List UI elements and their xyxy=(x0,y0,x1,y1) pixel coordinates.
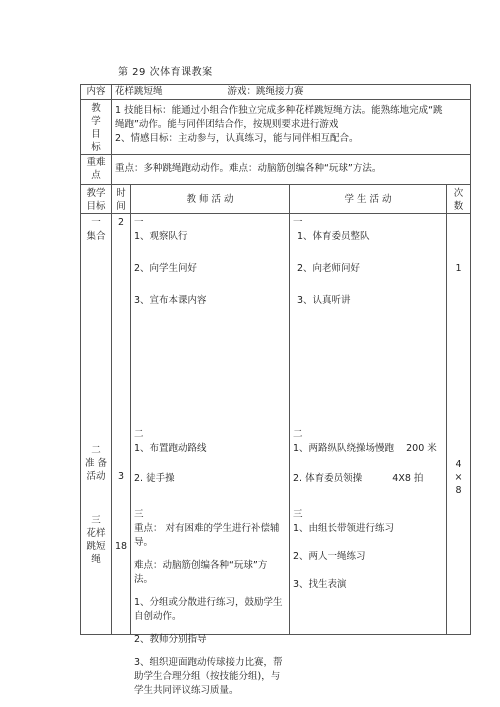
teacher-section xyxy=(134,216,285,308)
section-goal-line: 二 xyxy=(91,445,101,456)
goal-line: 2、情感目标：主动参与，认真练习，能与同伴相互配合。 xyxy=(115,133,359,144)
student-section xyxy=(293,216,444,308)
goals-label xyxy=(81,100,112,155)
section-time: 3 xyxy=(117,471,125,482)
student-activity: 3、找生表演 xyxy=(293,579,347,590)
teacher-activity: 3、宣布本课内容 xyxy=(134,295,207,306)
time-column-header-line: 时 xyxy=(116,188,126,199)
time-column xyxy=(112,214,131,635)
teacher-section xyxy=(134,428,285,486)
student-activity: 1、由组长带领进行练习 xyxy=(293,523,395,534)
count-column xyxy=(447,214,471,635)
goals-text xyxy=(112,100,471,155)
goals-label-char: 目 xyxy=(91,129,101,140)
student-activity: 2、向老师问好 xyxy=(297,263,361,274)
goal-column xyxy=(81,214,112,635)
content-row xyxy=(81,85,471,100)
section-goal-line: 一 xyxy=(91,217,101,228)
lesson-plan-table xyxy=(80,84,471,696)
section-count-line: 8 xyxy=(455,485,462,496)
activities-row xyxy=(81,214,471,635)
section-goal-line: 跳短 xyxy=(86,541,106,552)
student-activity: 1、两路纵队绕操场慢跑 200 米 xyxy=(293,443,437,454)
game-label: 游戏：跳绳接力赛 xyxy=(227,86,304,97)
section-goal xyxy=(81,216,111,244)
goals-row xyxy=(81,100,471,155)
key-points-text: 重点：多种跳绳跑动动作。难点：动脑筋创编各种“玩球”方法。 xyxy=(112,155,471,185)
teacher-activity: 1、分组或分散进行练习，鼓励学生自创动作。 xyxy=(134,597,283,622)
teacher-section xyxy=(134,508,285,698)
teacher-activity: 2、教师分别指导 xyxy=(134,634,207,645)
goal-column-header-line: 目标 xyxy=(86,201,106,212)
goals-label-char: 教 xyxy=(91,103,101,114)
teacher-activity: 难点：动脑筋创编各种“玩球”方法。 xyxy=(134,560,268,585)
section-count-line: 4 xyxy=(455,459,462,470)
count-column-header xyxy=(447,185,471,214)
key-points-label-line: 重难 xyxy=(86,157,106,168)
student-column xyxy=(290,214,447,635)
student-activity: 3、认真听讲 xyxy=(297,295,351,306)
section-goal-line: 三 xyxy=(91,515,101,526)
key-points-row xyxy=(81,155,471,185)
content-label: 内容 xyxy=(81,85,112,100)
section-time: 2 xyxy=(117,217,125,228)
teacher-activity: 重点： 对有困难的学生进行补偿辅导。 xyxy=(134,523,280,548)
student-column-header: 学 生 活 动 xyxy=(290,185,447,214)
teacher-activity: 2、向学生问好 xyxy=(134,263,198,274)
section-goal xyxy=(81,444,111,483)
content-cell xyxy=(112,85,471,100)
teacher-section-number: 三 xyxy=(134,509,144,520)
student-section xyxy=(293,508,444,592)
section-goal-line: 准 备 xyxy=(84,458,108,469)
teacher-activity: 3、组织迎面跑动传球接力比赛，帮助学生合理分组（按技能分组)，与学生共同评议练习质量。 xyxy=(134,657,283,696)
student-section-number: 二 xyxy=(293,429,303,440)
teacher-activity: 2. 徒手操 xyxy=(134,473,175,484)
count-column-header-line: 次 xyxy=(453,188,464,199)
section-count-line: × xyxy=(454,472,463,483)
section-goal-line: 活动 xyxy=(86,471,106,482)
column-header-row xyxy=(81,185,471,214)
goal-line: 绳跑”动作。能与同伴团结合作，按规则要求进行游戏 xyxy=(115,119,339,130)
count-column-header-line: 数 xyxy=(453,201,464,212)
goals-label-char: 标 xyxy=(91,142,101,153)
student-activity: 2、两人一绳练习 xyxy=(293,551,366,562)
time-column-header-line: 间 xyxy=(116,201,126,212)
section-time: 18 xyxy=(114,541,128,552)
goal-column-header xyxy=(81,185,112,214)
section-goal-line: 花样 xyxy=(86,528,106,539)
section-count: 1 xyxy=(455,263,462,274)
teacher-column-header: 教 师 活 动 xyxy=(131,185,290,214)
page-title: 第 29 次体育课教案 xyxy=(118,67,213,78)
section-goal-line: 绳 xyxy=(91,554,101,565)
time-column-header xyxy=(112,185,131,214)
teacher-activity: 1、布置跑动路线 xyxy=(134,443,207,454)
goal-column-header-line: 教学 xyxy=(86,188,106,199)
content-value: 花样跳短绳 xyxy=(115,86,163,97)
section-goal xyxy=(81,514,111,566)
student-section-number: 一 xyxy=(293,217,303,228)
key-points-label-line: 点 xyxy=(91,170,101,181)
teacher-section-number: 二 xyxy=(134,429,144,440)
goal-line: 1 技能目标：能通过小组合作独立完成多种花样跳短绳方法。能熟练地完成“跳 xyxy=(115,105,443,116)
student-section xyxy=(293,428,444,486)
section-goal-line: 集合 xyxy=(86,231,106,242)
teacher-column xyxy=(131,214,290,696)
student-activity: 1、体育委员整队 xyxy=(297,231,370,242)
section-count xyxy=(447,458,470,497)
student-activity: 2. 体育委员领操 4X8 拍 xyxy=(293,473,424,484)
key-points-label xyxy=(81,155,112,185)
teacher-section-number: 一 xyxy=(134,217,144,228)
teacher-activity: 1、观察队行 xyxy=(134,231,188,242)
student-section-number: 三 xyxy=(293,509,303,520)
goals-label-char: 学 xyxy=(91,116,101,127)
